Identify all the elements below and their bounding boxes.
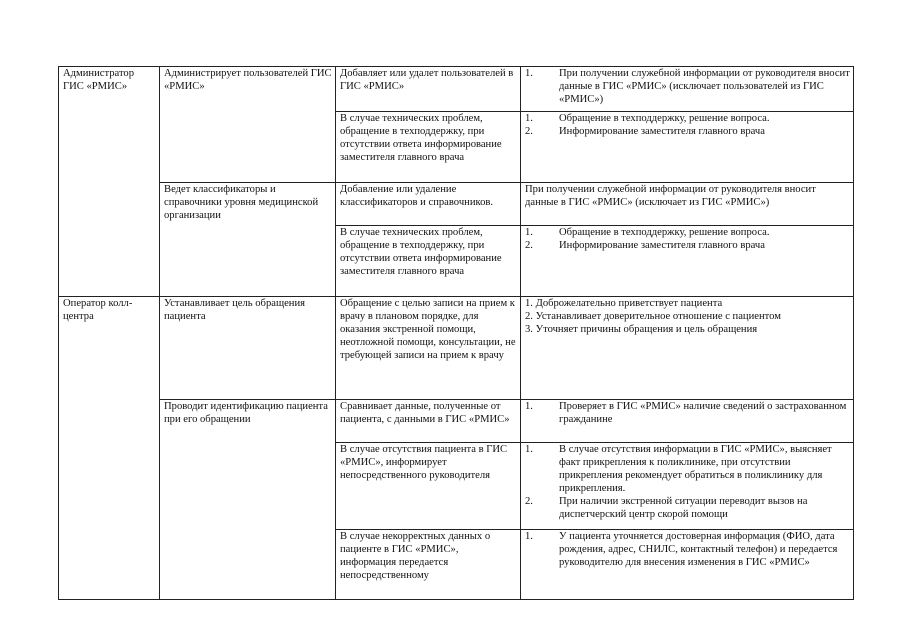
result-cell bbox=[521, 67, 854, 112]
table-row bbox=[59, 400, 854, 443]
table-row bbox=[59, 297, 854, 400]
process-table bbox=[58, 66, 854, 600]
action-cell: В случае технических проблем, обращение в техподдержку, при отсутствии ответа информирование заместителя главного врача bbox=[336, 112, 521, 183]
function-cell: Проводит идентификацию пациента при его обращении bbox=[160, 400, 336, 600]
function-cell: Ведет классификаторы и справочники уровня медицинской организации bbox=[160, 183, 336, 297]
function-cell: Администрирует пользователей ГИС «РМИС» bbox=[160, 67, 336, 183]
result-item: 1. Проверяет в ГИС «РМИС» наличие сведений о застрахованном гражданине bbox=[525, 401, 847, 425]
role-cell-call-center-operator: Оператор колл-центра bbox=[59, 297, 160, 600]
action-cell: Добавление или удаление классификаторов и справочников. bbox=[336, 183, 521, 226]
result-item: 2. Информирование заместителя главного врача bbox=[525, 125, 765, 137]
table-row bbox=[59, 67, 854, 112]
result-cell bbox=[521, 530, 854, 600]
document-page bbox=[58, 66, 853, 600]
role-cell-administrator: Администратор ГИС «РМИС» bbox=[59, 67, 160, 297]
result-cell bbox=[521, 112, 854, 183]
result-line: 2. Устанавливает доверительное отношение с пациентом bbox=[525, 310, 781, 322]
result-cell bbox=[521, 443, 854, 530]
action-cell: Обращение с целью записи на прием к врачу в плановом порядке, для оказания экстренной помощи, неотложной помощи, консультации, не требующей записи на прием к врачу bbox=[336, 297, 521, 400]
action-cell: Добавляет или удалет пользователей в ГИС «РМИС» bbox=[336, 67, 521, 112]
result-item: 2. При наличии экстренной ситуации переводит вызов на диспетчерский центр скорой помощи bbox=[525, 495, 808, 520]
action-cell: В случае технических проблем, обращение в техподдержку, при отсутствии ответа информирование заместителя главного врача bbox=[336, 226, 521, 297]
result-item: 1. У пациента уточняется достоверная информация (ФИО, дата рождения, адрес, СНИЛС, контактный телефон) и передается руководителю для внесения изменения в ГИС «РМИС» bbox=[525, 531, 838, 568]
result-item: 1. В случае отсутствия информации в ГИС «РМИС», выясняет факт прикрепления к поликлинике, при отсутствии прикрепления рекомендует обратиться в поликлинику для прикрепления. bbox=[525, 444, 832, 494]
function-cell: Устанавливает цель обращения пациента bbox=[160, 297, 336, 400]
table-row bbox=[59, 183, 854, 226]
result-cell bbox=[521, 226, 854, 297]
action-cell: В случае отсутствия пациента в ГИС «РМИС», информирует непосредственного руководителя bbox=[336, 443, 521, 530]
result-cell bbox=[521, 400, 854, 443]
action-cell: Сравнивает данные, полученные от пациента, с данными в ГИС «РМИС» bbox=[336, 400, 521, 443]
result-item: 2. Информирование заместителя главного врача bbox=[525, 239, 765, 251]
result-cell: При получении служебной информации от руководителя вносит данные в ГИС «РМИС» (исключает из ГИС «РМИС») bbox=[521, 183, 854, 226]
result-line: 1. Доброжелательно приветствует пациента bbox=[525, 298, 723, 309]
result-item: 1. Обращение в техподдержку, решение вопроса. bbox=[525, 227, 770, 238]
result-line: 3. Уточняет причины обращения и цель обращения bbox=[525, 323, 758, 335]
result-item: 1. Обращение в техподдержку, решение вопроса. bbox=[525, 113, 770, 124]
result-cell bbox=[521, 297, 854, 400]
result-item: 1. При получении служебной информации от руководителя вносит данные в ГИС «РМИС» (исключает пользователей из ГИС «РМИС») bbox=[525, 68, 850, 105]
action-cell: В случае некорректных данных о пациенте в ГИС «РМИС», информация передается непосредственному bbox=[336, 530, 521, 600]
